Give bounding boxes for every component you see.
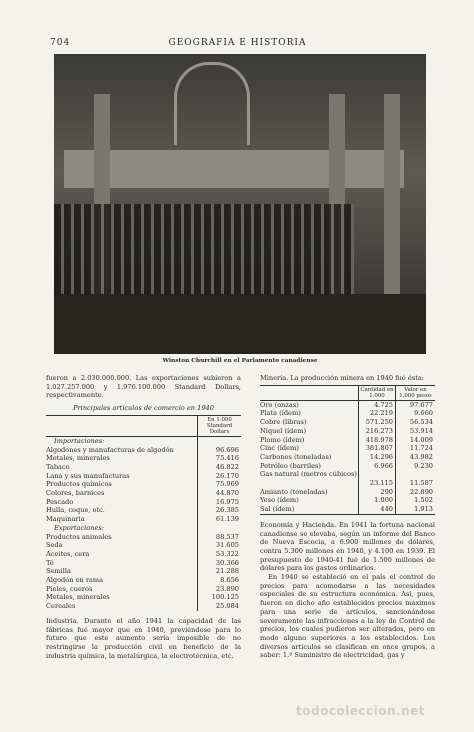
table-row-label: Hulla, coque, etc.: [46, 506, 105, 515]
running-title: GEOGRAFIA E HISTORIA: [168, 38, 307, 48]
table-row-label: Lana y sus manufacturas: [46, 471, 130, 480]
table-row-label: Algodón en rama: [46, 576, 104, 585]
mineral-name: Gas natural (metros cúbicos): [260, 470, 357, 479]
mineral-value: 43.982: [395, 453, 435, 462]
table-row-label: Seda: [46, 541, 63, 550]
mineral-qty: 1.000: [358, 496, 395, 505]
photo-floor: [54, 294, 426, 354]
table-row-label: Metales, minerales: [46, 593, 110, 602]
imports-label-spacer: [197, 437, 241, 446]
mineral-value: 11.587: [395, 479, 435, 488]
table-row-value: 23.890: [197, 585, 241, 594]
trade-table: [46, 415, 241, 611]
trade-table-title: Principales artículos de comercio en 1940: [73, 404, 214, 413]
mineral-name: Petróleo (barriles): [260, 461, 321, 470]
table-row-label: Tabaco: [46, 462, 70, 471]
table-row-label: Productos animales: [46, 532, 112, 541]
left-column: [46, 374, 241, 660]
table-row-value: 75.416: [197, 454, 241, 463]
mineral-value: 1.502: [395, 496, 435, 505]
mineral-name: Amianto (toneladas): [260, 487, 328, 496]
mineral-name: Cobre (libras): [260, 418, 307, 427]
mineral-value: 9.230: [395, 462, 435, 471]
page-number: 704: [50, 38, 71, 48]
mineral-name: Níquel (ídem): [260, 426, 307, 435]
mineral-value: 9.660: [395, 409, 435, 418]
trade-table-header: En 1.000 Standard Dollars: [197, 416, 241, 437]
mineral-qty: 381.807: [358, 444, 395, 453]
mineria-paragraph: Minería. La producción minera en 1940 fué ésta:: [260, 374, 425, 382]
mineral-value: 53.914: [395, 427, 435, 436]
mineral-qty: 418.978: [358, 436, 395, 445]
photo-pillar: [384, 94, 400, 324]
running-header: [50, 38, 425, 50]
mineral-value: 14.009: [395, 436, 435, 445]
right-column: [260, 374, 435, 660]
mineral-qty: 22.219: [358, 409, 395, 418]
exports-label: Exportaciones:: [54, 523, 104, 532]
mineral-qty: [358, 470, 395, 479]
table-row-value: 88.537: [197, 533, 241, 542]
mineral-qty: 290: [358, 488, 395, 497]
mineral-qty: 6.966: [358, 462, 395, 471]
mineral-value: 97.677: [395, 401, 435, 410]
table-row-value: 26.170: [197, 472, 241, 481]
mineral-qty: 23.115: [358, 479, 395, 488]
mineral-value-header: Valor en 1.000 pesos: [395, 386, 435, 401]
mineral-table-header-blank: [260, 386, 358, 401]
photo-caption: Winston Churchill en el Parlamento canadiense: [162, 358, 318, 364]
mineral-name: Plomo (ídem): [260, 435, 305, 444]
imports-label: Importaciones:: [54, 436, 105, 445]
mineral-qty: 216.273: [358, 427, 395, 436]
mineral-value: 11.724: [395, 444, 435, 453]
mineral-name: Carbones (toneladas): [260, 452, 332, 461]
mineral-value: 1.913: [395, 505, 435, 514]
table-row-label: Pieles, cueros: [46, 584, 93, 593]
mineral-name: Plata (ídem): [260, 409, 301, 418]
table-row-label: Aceites, cera: [46, 549, 90, 558]
table-row-value: 44.870: [197, 489, 241, 498]
table-row-value: 31.605: [197, 541, 241, 550]
watermark-logo: todocoleccion.net: [296, 704, 426, 718]
mineral-name: Sal (ídem): [260, 505, 295, 514]
mineral-qty: 571.250: [358, 418, 395, 427]
table-row-label: Colores, barnices: [46, 489, 105, 498]
table-row-value: 16.975: [197, 498, 241, 507]
photo-members: [54, 204, 354, 294]
table-row-label: Cereales: [46, 602, 76, 611]
table-row-label: Semilla: [46, 567, 71, 576]
table-row-label: Metales, minerales: [46, 454, 110, 463]
mineral-table: [260, 385, 435, 515]
table-row-value: 53.322: [197, 550, 241, 559]
table-row-label: Pescado: [46, 497, 74, 506]
table-row-value: 25.084: [197, 602, 241, 611]
parliament-photo: [54, 54, 426, 354]
intro-paragraph: fueron a 2.030.000.000. Las exportaciones subieron a 1.027.257.000 y 1.976.100.000 Standard Dollars, respectivamente.: [46, 374, 241, 400]
table-row-value: 30.366: [197, 559, 241, 568]
mineral-name: Cinc (ídem): [260, 444, 299, 453]
mineral-name: [260, 479, 358, 488]
table-row-label: Maquinaria: [46, 515, 85, 524]
table-row-value: 8.656: [197, 576, 241, 585]
mineral-value: 22.890: [395, 488, 435, 497]
table-row-value: 61.139: [197, 515, 241, 524]
trade-table-header-blank: [46, 416, 197, 437]
table-row-label: Té: [46, 558, 54, 567]
precios-paragraph: En 1940 se estableció en el país el control de precios para acomodarse a las necesidades especiales de su estructura económica. Así, pues, fueron en dicho año establecidos precios máximos para una serie de artículos, sancionándose severamente las infracciones a la ley de Control de precios, los cuales pudieron ser alterados, pero en modo alguno superiores a los establecidos. Los diversos artículos se clasifican en once grupos, a saber: 1.º Suministro de electricidad, gas y: [260, 573, 435, 660]
mineral-value: [395, 470, 435, 479]
mineral-value: 56.534: [395, 418, 435, 427]
photo-gallery: [64, 150, 404, 188]
photo-arch: [174, 62, 250, 145]
mineral-qty: 4.725: [358, 401, 395, 410]
table-row-label: Productos químicos: [46, 480, 112, 489]
industria-paragraph: Industria. Durante el año 1941 la capacidad de las fábricas fué mayor que en 1940, previéndose para lo futuro que este aumento sería imposible de no restringirse la producción civil en beneficio de la industria química, la metalúrgica, la electrotécnica, etc.: [46, 616, 241, 660]
table-row-value: 26.385: [197, 506, 241, 515]
mineral-qty: 14.296: [358, 453, 395, 462]
mineral-name: Oro (onzas): [260, 400, 299, 409]
table-row-value: 21.288: [197, 567, 241, 576]
mineral-qty-header: Cantidad en 1.000: [358, 386, 395, 401]
mineral-qty: 440: [358, 505, 395, 514]
mineral-name: Yeso (ídem): [260, 496, 299, 505]
exports-label-spacer: [197, 524, 241, 533]
table-row-value: 96.696: [197, 446, 241, 455]
table-row-label: Algodones y manufacturas de algodón: [46, 445, 174, 454]
table-row-value: 46.822: [197, 463, 241, 472]
economia-paragraph: Economía y Hacienda. En 1941 la fortuna nacional canadiense se elevaba, según un informe del Banco de Nueva Escocia, a 6.900 millones de dólares, contra 5.300 millones en 1940, y 4.100 en 1939. El presupuesto de 1940-41 fué de 1.500 millones de dólares para los gastos ordinarios.: [260, 520, 435, 573]
table-row-value: 100.125: [197, 593, 241, 602]
table-row-value: 75.969: [197, 480, 241, 489]
